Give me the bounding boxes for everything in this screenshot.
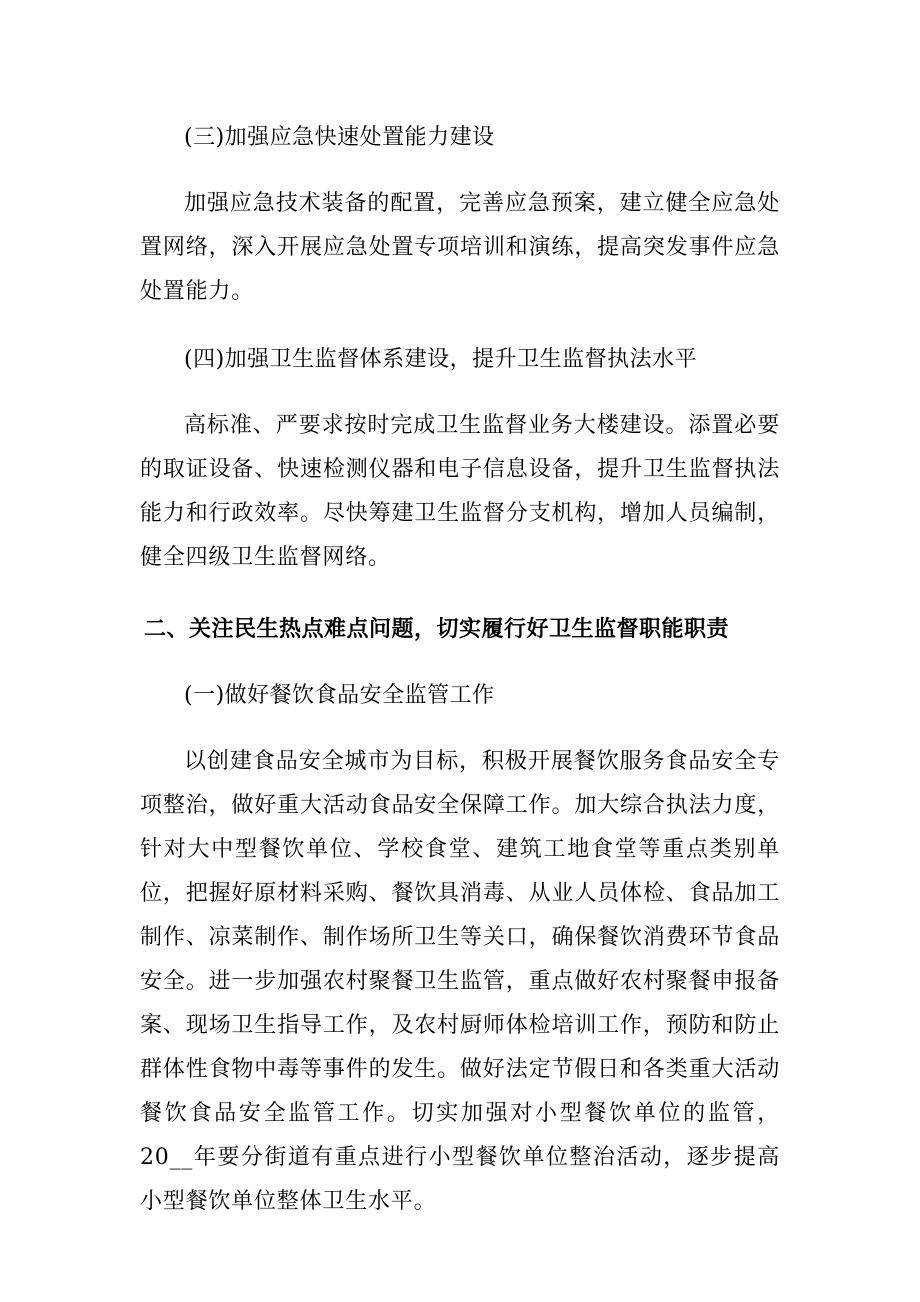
- spacer: [140, 314, 780, 340]
- spacer: [140, 652, 780, 676]
- spacer: [140, 580, 780, 608]
- section-2-title: 二、关注民生热点难点问题，切实履行好卫生监督职能职责: [144, 617, 730, 642]
- spacer: [140, 716, 780, 740]
- subsection-3-paragraph: 加强应急技术装备的配置，完善应急预案，建立健全应急处置网络，深入开展应急处置专项培训和演练，提高突发事件应急处置能力。: [140, 191, 780, 304]
- subsection-3-title: (三)加强应急快速处置能力建设: [184, 125, 495, 150]
- spacer: [140, 158, 780, 182]
- subsection-1-paragraph: 以创建食品安全城市为目标，积极开展餐饮服务食品安全专项整治，做好重大活动食品安全保障工作。加大综合执法力度，针对大中型餐饮单位、学校食堂、建筑工地食堂等重点类别单位，把握好原材料采购、餐饮具消毒、从业人员体检、食品加工制作、凉菜制作、制作场所卫生等关口，确保餐饮消费环节食品安全。进一步加强农村聚餐卫生监管，重点做好农村聚餐申报备案、现场卫生指导工作，及农村厨师体检培训工作，预防和防止群体性食物中毒等事件的发生。做好法定节假日和各类重大活动餐饮食品安全监管工作。切实加强对小型餐饮单位的监管，20__年要分街道有重点进行小型餐饮单位整治活动，逐步提高小型餐饮单位整体卫生水平。: [140, 749, 780, 1214]
- subsection-1-title: (一)做好餐饮食品安全监管工作: [184, 683, 495, 708]
- subsection-4-title: (四)加强卫生监督体系建设，提升卫生监督执法水平: [184, 347, 698, 372]
- subsection-4-paragraph: 高标准、严要求按时完成卫生监督业务大楼建设。添置必要的取证设备、快速检测仪器和电子信息设备，提升卫生监督执法能力和行政效率。尽快筹建卫生监督分支机构，增加人员编制，健全四级卫生监督网络。: [140, 413, 780, 570]
- spacer: [140, 380, 780, 404]
